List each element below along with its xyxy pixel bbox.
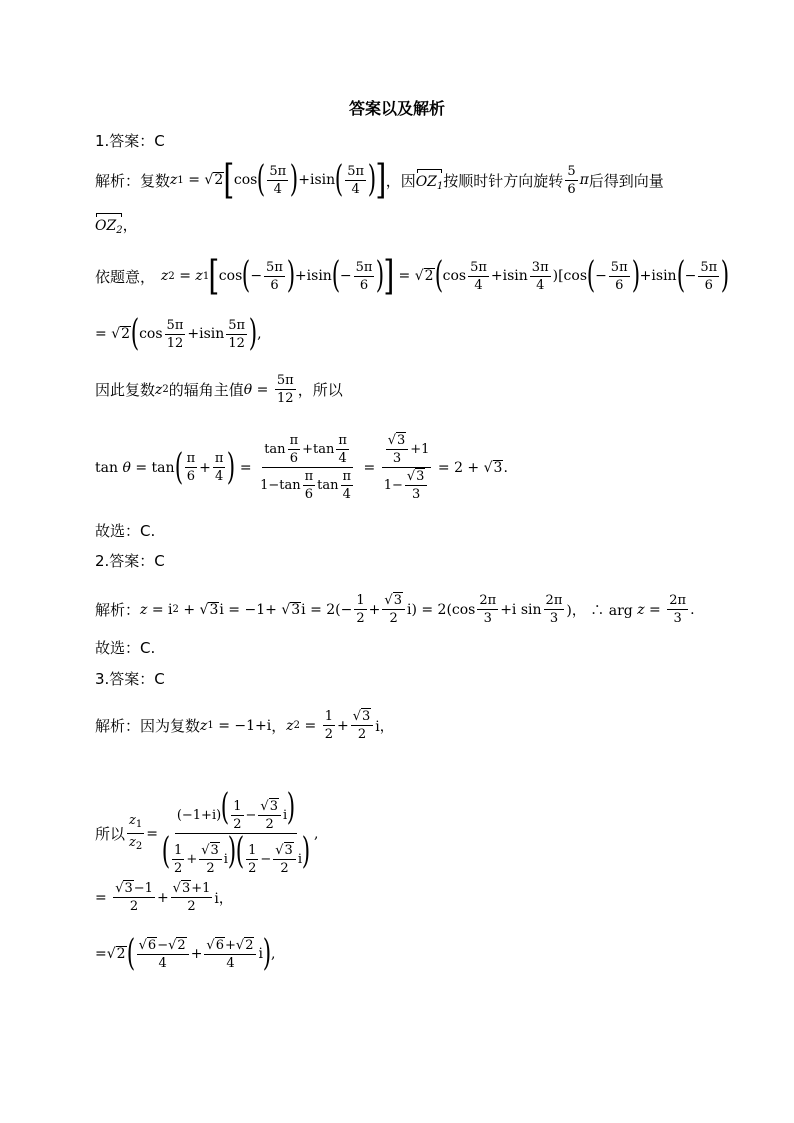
formula-z1-q3: z 1 = −1+i: [200, 717, 272, 734]
formula-q3-step: = √ 3 −1 2 + √ 3 +1 2 i，: [95, 881, 233, 914]
q1-answer: [95, 130, 165, 151]
formula-tan-theta: tan θ = tan ( $\frac{\pi}{6}$ + $\frac{\pi}{4}$ ) = tan $\frac{\pi}{6}$ +tan $\frac{\pi}{4}$ 1−tan $\frac{\pi}{6}$ tan $\frac{\pi}{4}$ = √ 3 3 +1 1− √ 3 3 = 2 + √ 3 .: [95, 433, 508, 502]
q1-l1-mid: ，因: [385, 171, 416, 190]
q3-l2-text: 所以: [95, 825, 126, 843]
q3-line-4: [95, 933, 276, 974]
q3-line-2: [95, 787, 319, 877]
q1-conclusion: [95, 520, 155, 541]
q1-l5-pre: 因此复数: [95, 381, 156, 399]
q3-line-3: [95, 880, 233, 915]
q1-line-6: [95, 432, 508, 503]
page-title: 答案以及解析: [348, 99, 445, 118]
q1-line-4: [95, 313, 262, 354]
formula-z2-q3: z 2 = $\frac{1}{2}$ + √ 3 2 i，: [286, 709, 394, 742]
q1-l1-after: 按顺时针方向旋转: [443, 171, 564, 190]
q1-answer-text: 1.答案：C: [95, 132, 165, 150]
q2-conclusion-text: 故选：C.: [95, 639, 156, 657]
q3-l1-sep: ，: [271, 717, 287, 735]
q2-l1-text: 解析：: [95, 601, 141, 619]
q1-l5-end: ，所以: [297, 381, 343, 399]
fraction-five-sixths-pi: $\frac{5}{6}$ π: [567, 163, 589, 197]
formula-q2: z = i 2 + √ 3 i = −1+ √ 3 i = 2(− $\frac{1}{2}$ + √ 3 2 i) = 2(cos $\frac{2\pi}{3}$ +i sin $\frac{2\pi}{3}$ )， ∴ arg z = $\frac{2\pi}{3}$ .: [140, 593, 695, 626]
q3-line-1: [95, 708, 394, 743]
formula-z2-result: = √ 2 ( cos $\frac{5\pi}{12}$ +isin $\frac{5\pi}{12}$ ) ,: [95, 313, 262, 354]
q3-answer: [95, 668, 165, 689]
formula-z1: z 1 = √ 2 [ cos ( $\frac{5\pi}{4}$ ) +isin ( $\frac{5\pi}{4}$ ) ]: [170, 157, 387, 203]
q1-conclusion-text: 故选：C.: [95, 522, 156, 540]
q1-line-1: [95, 157, 664, 203]
symbol-z2: z 2: [155, 381, 169, 398]
formula-z1-over-z2: $\frac{z_1}{z_2}$ = (−1+i)( $\frac{1}{2}$ − √ 3 2 i) ( $\frac{1}{2}$ + √ 3 2 i)( $\frac{1}{2}$ − √ 3 2 i) ,: [129, 787, 319, 876]
q2-line-1: [95, 592, 695, 627]
q1-l1-text: 解析：复数: [95, 171, 171, 190]
q1-l2-end: ，: [122, 215, 138, 234]
q3-answer-text: 3.答案：C: [95, 670, 165, 688]
formula-theta: θ = $\frac{5\pi}{12}$: [243, 373, 294, 406]
vector-oz1: $OZ_1$: [416, 168, 444, 192]
q2-answer-text: 2.答案：C: [95, 552, 165, 570]
formula-q3-result: = √ 2 ( √ 6 −√ 2 4 + √ 6 +√ 2 4 i ) ,: [95, 933, 276, 974]
q2-conclusion: [95, 637, 155, 658]
formula-z2-derivation: z 2 = z 1 [ cos ( − $\frac{5\pi}{6}$ ) +isin ( − $\frac{5\pi}{6}$ ) ] = √ 2 ( cos $\frac{5\pi}{4}$ +isin $\frac{3\pi}{4}$ )[cos ( − $\frac{5\pi}{6}$ ) +isin ( − $\frac{5\pi}{6}$ ): [161, 253, 730, 299]
q1-line-5: [95, 372, 343, 407]
q1-line-2: [95, 212, 138, 236]
q1-l1-end: 后得到向量: [588, 171, 664, 190]
q1-l5-mid: 的辐角主值: [168, 381, 244, 399]
q2-answer: [95, 550, 165, 571]
q1-line-3: [95, 253, 730, 299]
q1-l3-text: 依题意，: [95, 267, 156, 286]
vector-oz2: $OZ_2$: [95, 212, 123, 236]
q3-l1-text: 解析：因为复数: [95, 717, 201, 735]
